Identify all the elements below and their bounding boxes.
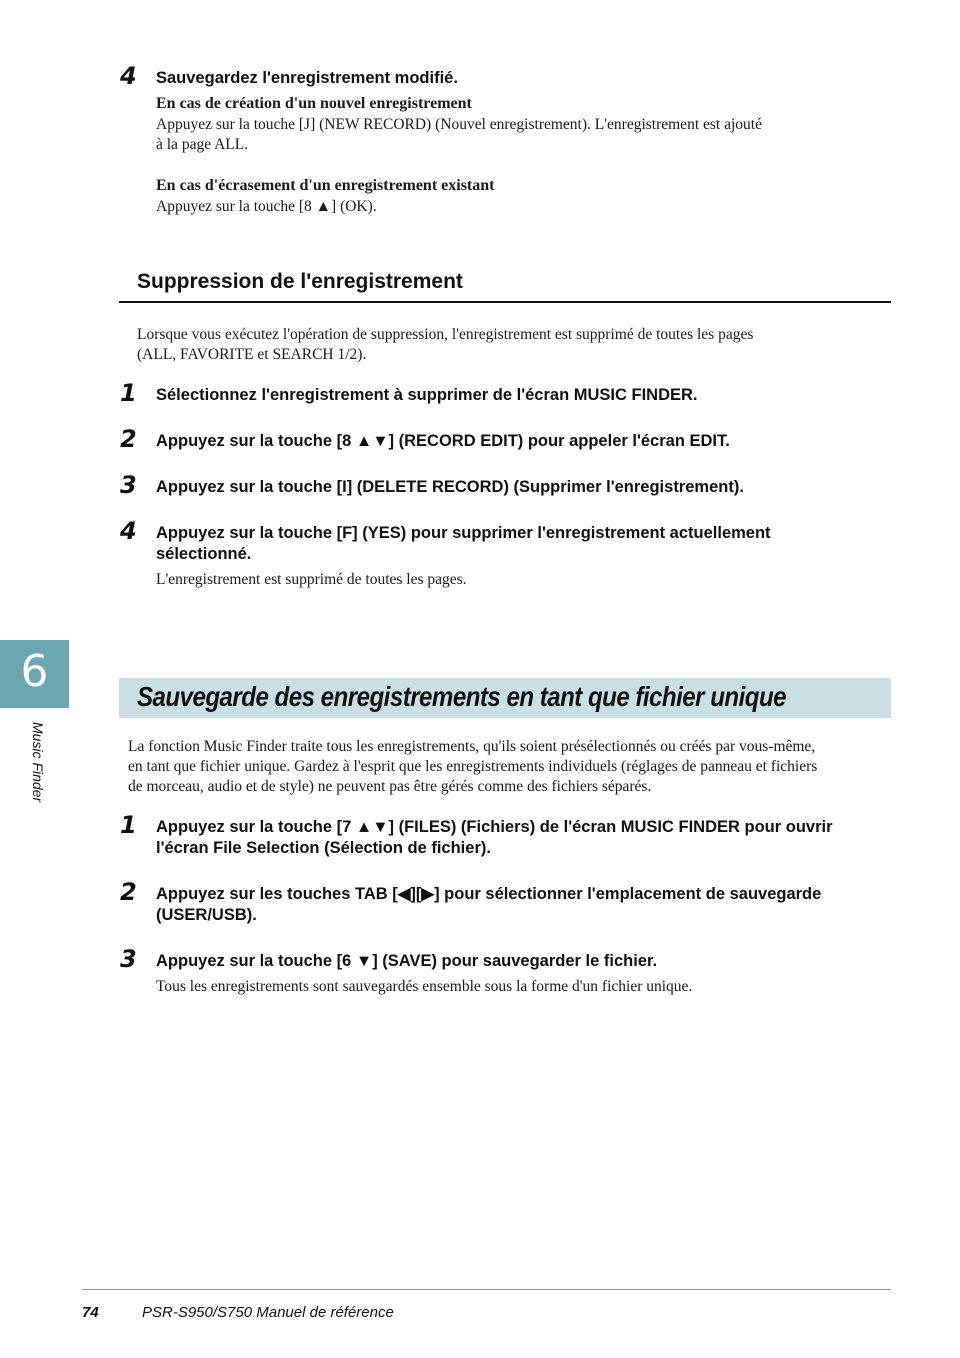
step-title-line1: Appuyez sur la touche [F] (YES) pour supprimer l'enregistrement actuellement	[156, 524, 771, 542]
step-number: 1	[120, 811, 137, 839]
step-title: Appuyez sur la touche [8 ▲▼] (RECORD EDIT) pour appeler l'écran EDIT.	[156, 432, 730, 450]
step-title-line1: Appuyez sur les touches TAB [◀][▶] pour sélectionner l'emplacement de sauvegarde	[156, 885, 822, 903]
step-title-line2: (USER/USB).	[156, 906, 257, 924]
step-number: 4	[120, 62, 137, 90]
save-intro-line2: en tant que fichier unique. Gardez à l'esprit que les enregistrements individuels (réglages de panneau et fichiers	[128, 758, 818, 775]
case-new-text-line1: Appuyez sur la touche [J] (NEW RECORD) (Nouvel enregistrement). L'enregistrement est ajouté	[156, 116, 762, 133]
footer-divider	[82, 1289, 891, 1290]
step-title: Appuyez sur la touche [6 ▼] (SAVE) pour sauvegarder le fichier.	[156, 952, 658, 970]
step-number: 2	[120, 425, 137, 453]
case-overwrite-heading: En cas d'écrasement d'un enregistrement existant	[156, 177, 495, 194]
case-new-heading: En cas de création d'un nouvel enregistrement	[156, 95, 472, 112]
case-new-text-line2: à la page ALL.	[156, 136, 249, 153]
chapter-label: Music Finder	[30, 722, 46, 803]
step-title: Appuyez sur la touche [I] (DELETE RECORD) (Supprimer l'enregistrement).	[156, 478, 744, 496]
case-overwrite-text: Appuyez sur la touche [8 ▲] (OK).	[156, 198, 377, 215]
section-divider	[119, 301, 891, 303]
delete-step-4-note: L'enregistrement est supprimé de toutes les pages.	[156, 571, 467, 588]
save-intro-line3: de morceau, audio et de style) ne peuvent pas être gérés comme des fichiers séparés.	[128, 778, 652, 795]
step-number: 3	[120, 945, 137, 973]
step-number: 1	[120, 379, 137, 407]
delete-intro-line2: (ALL, FAVORITE et SEARCH 1/2).	[137, 346, 367, 363]
step-title: Sauvegardez l'enregistrement modifié.	[156, 69, 458, 87]
step-title-line2: l'écran File Selection (Sélection de fichier).	[156, 839, 491, 857]
section-title-delete: Suppression de l'enregistrement	[137, 270, 463, 293]
section-banner-save	[119, 678, 891, 718]
step-title-line1: Appuyez sur la touche [7 ▲▼] (FILES) (Fichiers) de l'écran MUSIC FINDER pour ouvrir	[156, 818, 833, 836]
delete-intro-line1: Lorsque vous exécutez l'opération de suppression, l'enregistrement est supprimé de toutes les pages	[137, 326, 754, 343]
manual-title: PSR-S950/S750 Manuel de référence	[142, 1304, 394, 1321]
step-title: Sélectionnez l'enregistrement à supprimer de l'écran MUSIC FINDER.	[156, 386, 698, 404]
chapter-number: 6	[20, 646, 49, 697]
step-number: 4	[120, 517, 137, 545]
save-step-3-note: Tous les enregistrements sont sauvegardés ensemble sous la forme d'un fichier unique.	[156, 978, 693, 995]
page-number: 74	[82, 1304, 99, 1321]
step-title-line2: sélectionné.	[156, 545, 252, 563]
section-title-save: Sauvegarde des enregistrements en tant que fichier unique	[137, 681, 787, 712]
chapter-tab	[0, 640, 69, 708]
step-number: 3	[120, 471, 137, 499]
save-intro-line1: La fonction Music Finder traite tous les enregistrements, qu'ils soient présélectionnés ou créés par vous-même,	[128, 738, 816, 755]
step-number: 2	[120, 878, 137, 906]
